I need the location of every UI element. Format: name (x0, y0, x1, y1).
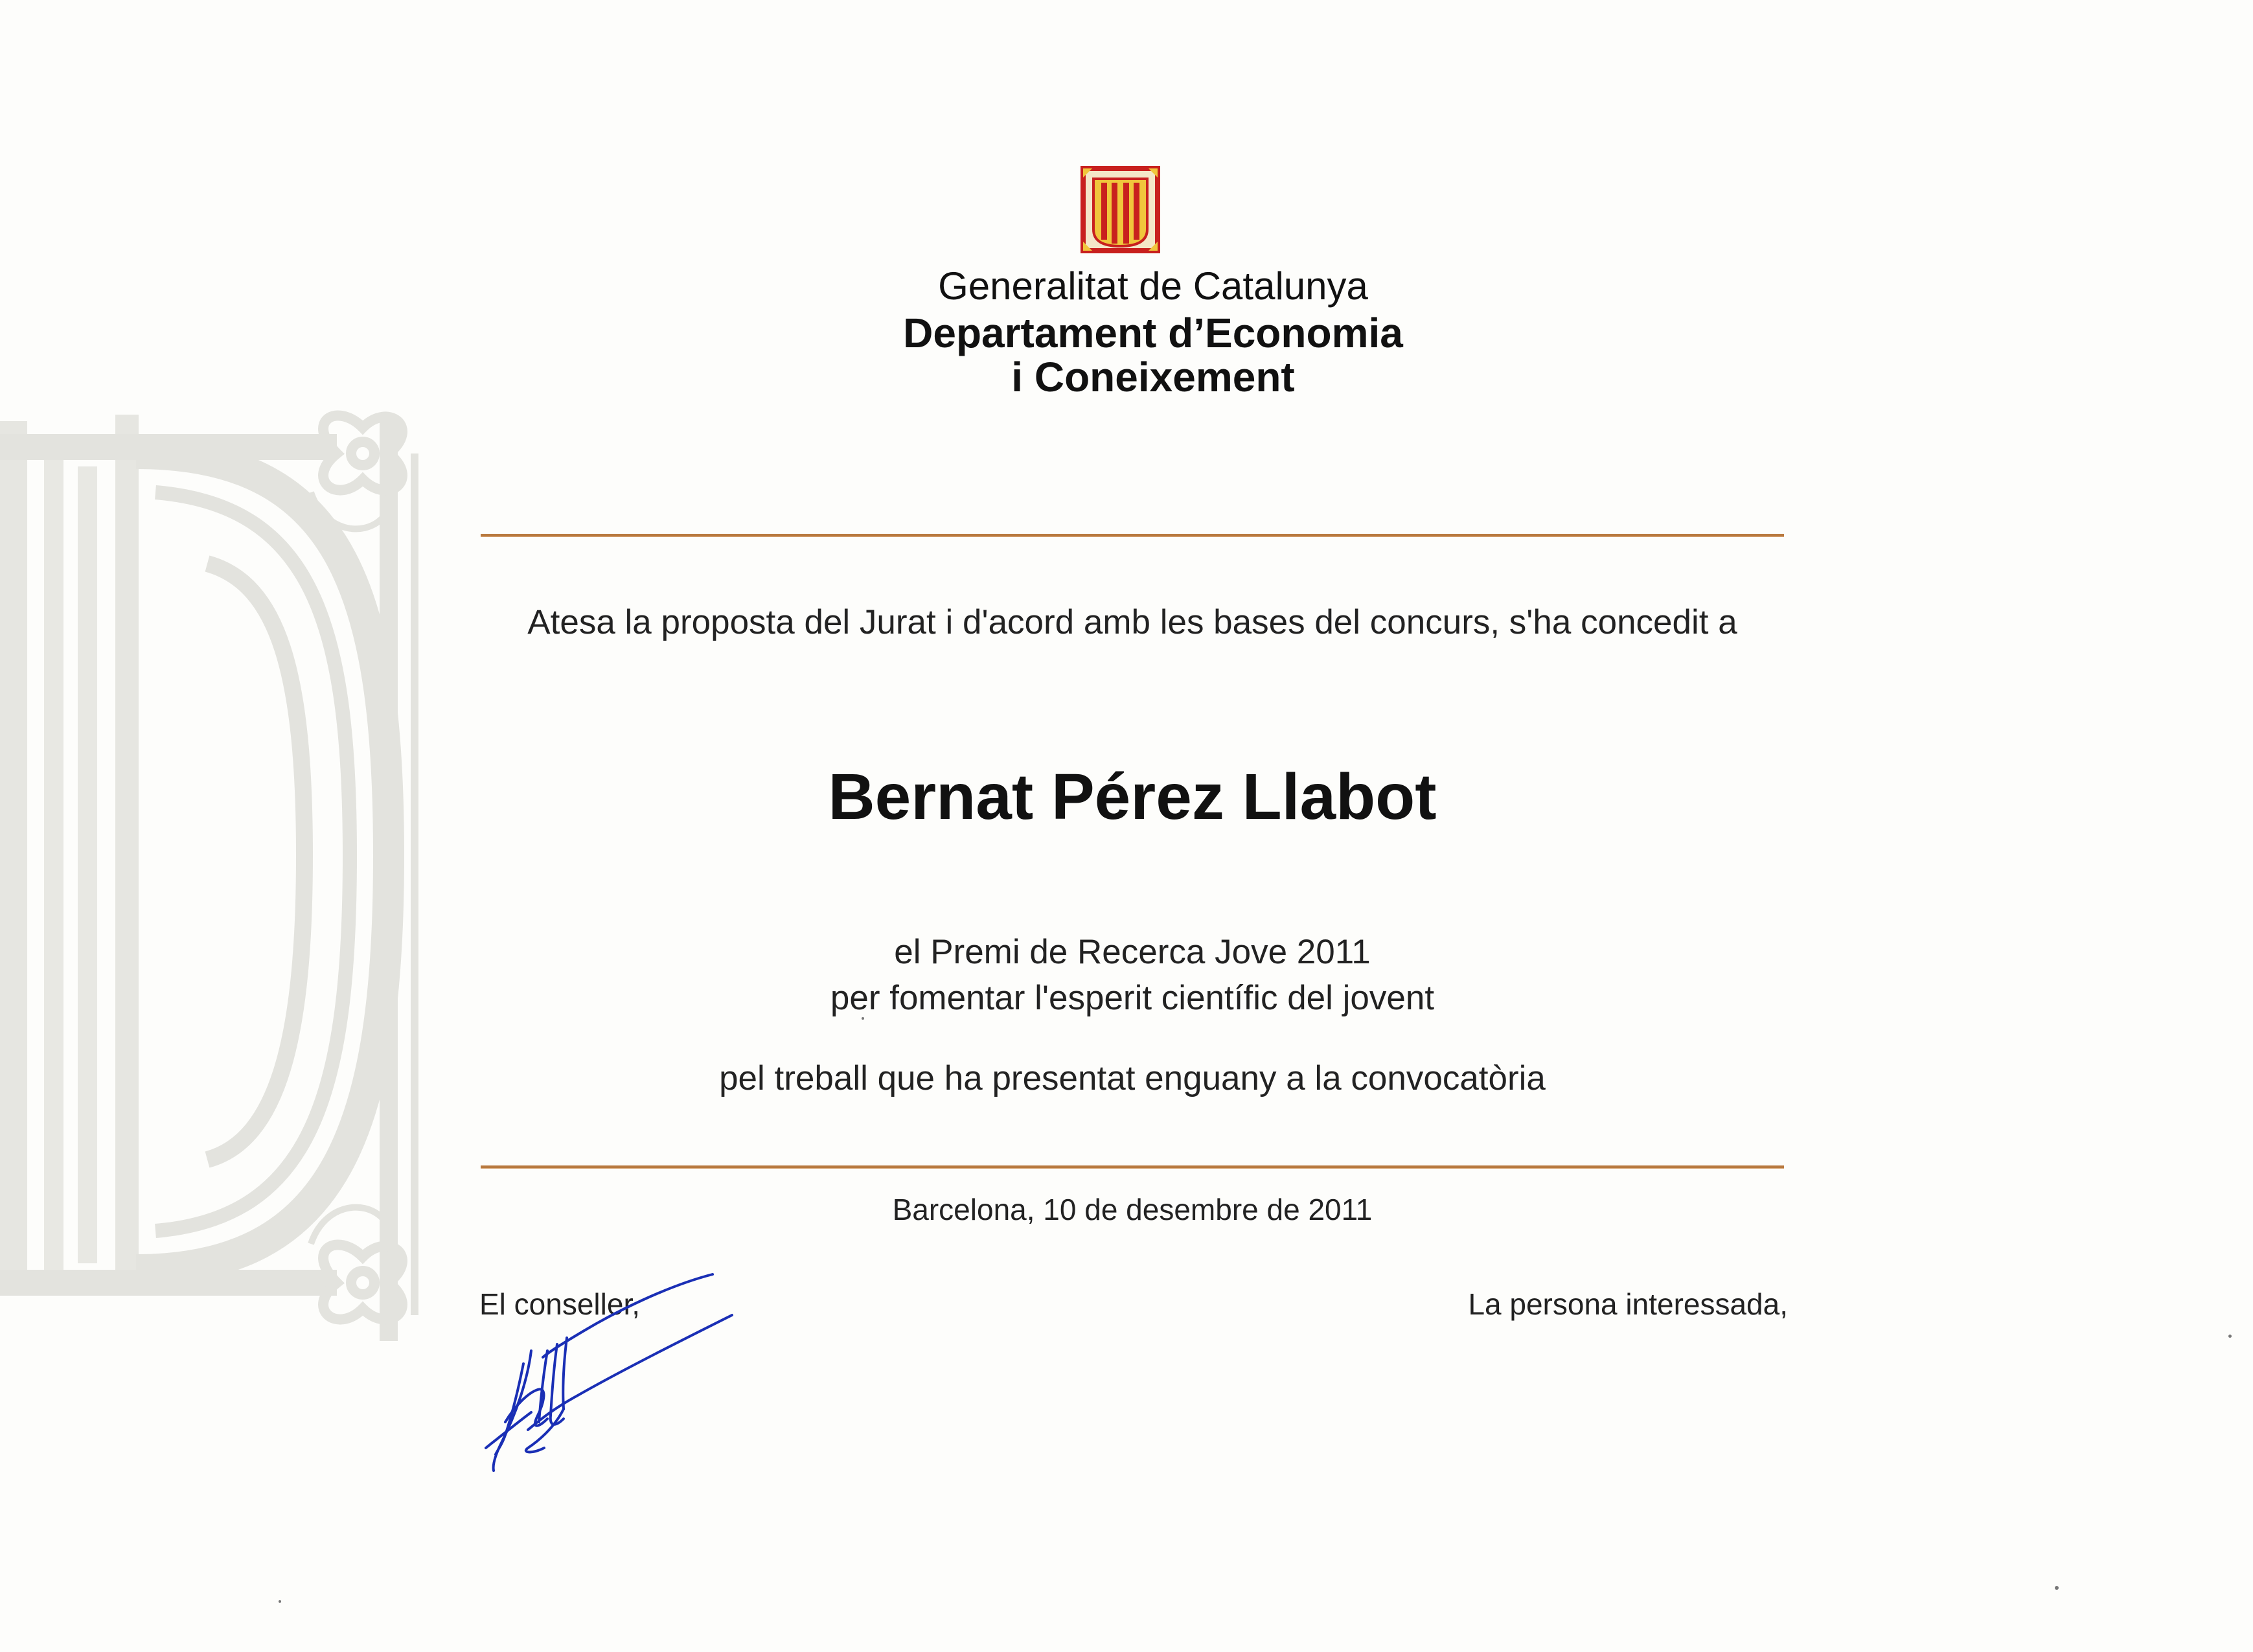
organization-name: Generalitat de Catalunya (938, 264, 1368, 308)
bottom-divider (481, 1165, 1784, 1169)
generalitat-emblem-icon (1081, 166, 1160, 253)
signatory-left-label: El conseller, (479, 1287, 641, 1321)
award-intro-text: Atesa la proposta del Jurat i d'acord amb les bases del concurs, s'ha concedit a (527, 603, 1737, 641)
signature-image (466, 1260, 751, 1487)
prize-purpose: per fomentar l'esperit científic del jovent (830, 979, 1435, 1017)
top-divider (481, 534, 1784, 537)
department-name-line1: Departament d’Economia (903, 310, 1403, 356)
scan-speck (862, 1017, 864, 1020)
scan-speck (279, 1600, 281, 1603)
issue-date: Barcelona, 10 de desembre de 2011 (892, 1193, 1373, 1226)
department-name-line2: i Coneixement (1011, 354, 1295, 400)
recipient-name: Bernat Pérez Llabot (828, 761, 1437, 833)
prize-name: el Premi de Recerca Jove 2011 (894, 933, 1371, 971)
scan-speck (2228, 1335, 2232, 1338)
scan-speck (2055, 1586, 2059, 1590)
work-description: pel treball que ha presentat enguany a la convocatòria (719, 1059, 1546, 1097)
signatory-right-label: La persona interessada, (1468, 1287, 1788, 1321)
